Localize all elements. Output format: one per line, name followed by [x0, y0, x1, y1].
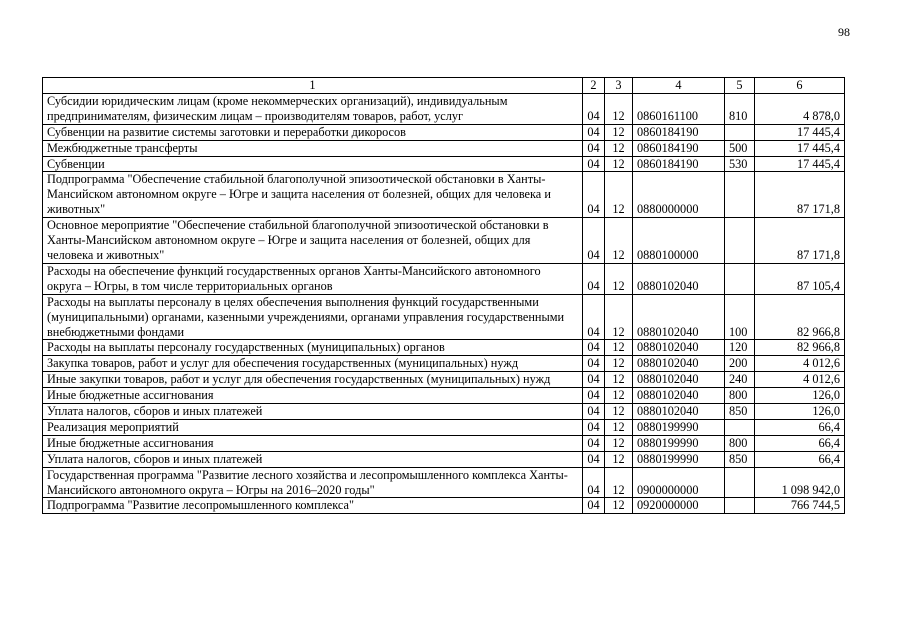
row-target-article-cell: 0900000000: [633, 467, 725, 498]
table-row: [43, 124, 845, 140]
row-target-article-cell: 0880100000: [633, 218, 725, 264]
table-row: [43, 294, 845, 340]
row-subsection-cell: 12: [605, 156, 633, 172]
row-target-article-cell: 0880102040: [633, 294, 725, 340]
row-name-cell: Подпрограмма "Обеспечение стабильной благополучной эпизоотической обстановки в Ханты-Мансийском автономном округе – Югре и защита населения от болезней, общих для человека и животных": [43, 172, 583, 218]
row-target-article-cell: 0860184190: [633, 156, 725, 172]
row-name-cell: Иные бюджетные ассигнования: [43, 388, 583, 404]
table-row: [43, 419, 845, 435]
column-header: 5: [725, 78, 755, 94]
row-subsection-cell: 12: [605, 388, 633, 404]
row-name-cell: Подпрограмма "Развитие лесопромышленного комплекса": [43, 498, 583, 514]
row-name-cell: Межбюджетные трансферты: [43, 140, 583, 156]
row-section-cell: 04: [583, 467, 605, 498]
column-header: 4: [633, 78, 725, 94]
row-section-cell: 04: [583, 372, 605, 388]
row-section-cell: 04: [583, 140, 605, 156]
row-amount-cell: 66,4: [755, 419, 845, 435]
table-row: [43, 93, 845, 124]
row-name-cell: Субсидии юридическим лицам (кроме некоммерческих организаций), индивидуальным предпринимателям, физическим лицам – производителям товаров, работ, услуг: [43, 93, 583, 124]
row-section-cell: 04: [583, 451, 605, 467]
row-name-cell: Закупка товаров, работ и услуг для обеспечения государственных (муниципальных) нужд: [43, 356, 583, 372]
table-row: [43, 372, 845, 388]
row-expense-type-cell: 850: [725, 451, 755, 467]
row-section-cell: 04: [583, 404, 605, 420]
row-name-cell: Расходы на обеспечение функций государственных органов Ханты-Мансийского автономного округа – Югры, в том числе территориальных органов: [43, 263, 583, 294]
row-subsection-cell: 12: [605, 140, 633, 156]
row-target-article-cell: 0880000000: [633, 172, 725, 218]
table-row: [43, 356, 845, 372]
row-subsection-cell: 12: [605, 93, 633, 124]
row-amount-cell: 17 445,4: [755, 156, 845, 172]
row-expense-type-cell: 500: [725, 140, 755, 156]
row-expense-type-cell: 120: [725, 340, 755, 356]
row-amount-cell: 87 171,8: [755, 172, 845, 218]
row-name-cell: Реализация мероприятий: [43, 419, 583, 435]
row-amount-cell: 17 445,4: [755, 124, 845, 140]
column-header: 2: [583, 78, 605, 94]
row-amount-cell: 17 445,4: [755, 140, 845, 156]
row-section-cell: 04: [583, 124, 605, 140]
table-row: [43, 140, 845, 156]
table-row: [43, 404, 845, 420]
row-target-article-cell: 0880102040: [633, 404, 725, 420]
row-section-cell: 04: [583, 340, 605, 356]
row-subsection-cell: 12: [605, 419, 633, 435]
row-name-cell: Субвенции: [43, 156, 583, 172]
row-subsection-cell: 12: [605, 356, 633, 372]
row-amount-cell: 126,0: [755, 404, 845, 420]
row-name-cell: Основное мероприятие "Обеспечение стабильной благополучной эпизоотической обстановки в Ханты-Мансийском автономном округе – Югре и защита населения от болезней, общих для человека и животных": [43, 218, 583, 264]
row-amount-cell: 82 966,8: [755, 340, 845, 356]
row-section-cell: 04: [583, 218, 605, 264]
row-subsection-cell: 12: [605, 404, 633, 420]
row-expense-type-cell: 850: [725, 404, 755, 420]
budget-table: [42, 77, 845, 514]
row-expense-type-cell: [725, 263, 755, 294]
row-amount-cell: 4 012,6: [755, 356, 845, 372]
row-amount-cell: 82 966,8: [755, 294, 845, 340]
row-subsection-cell: 12: [605, 372, 633, 388]
row-target-article-cell: 0880102040: [633, 340, 725, 356]
row-expense-type-cell: [725, 467, 755, 498]
row-expense-type-cell: [725, 498, 755, 514]
table-row: [43, 498, 845, 514]
row-section-cell: 04: [583, 356, 605, 372]
row-name-cell: Субвенции на развитие системы заготовки и переработки дикоросов: [43, 124, 583, 140]
row-expense-type-cell: 100: [725, 294, 755, 340]
table-header-row: [43, 78, 845, 94]
row-subsection-cell: 12: [605, 263, 633, 294]
row-name-cell: Уплата налогов, сборов и иных платежей: [43, 451, 583, 467]
row-section-cell: 04: [583, 435, 605, 451]
row-expense-type-cell: 810: [725, 93, 755, 124]
table-row: [43, 263, 845, 294]
row-target-article-cell: 0860161100: [633, 93, 725, 124]
row-subsection-cell: 12: [605, 435, 633, 451]
row-amount-cell: 66,4: [755, 435, 845, 451]
table-row: [43, 172, 845, 218]
row-section-cell: 04: [583, 263, 605, 294]
row-target-article-cell: 0920000000: [633, 498, 725, 514]
row-subsection-cell: 12: [605, 218, 633, 264]
row-expense-type-cell: 240: [725, 372, 755, 388]
row-section-cell: 04: [583, 294, 605, 340]
row-name-cell: Иные бюджетные ассигнования: [43, 435, 583, 451]
row-expense-type-cell: [725, 419, 755, 435]
row-amount-cell: 126,0: [755, 388, 845, 404]
row-subsection-cell: 12: [605, 172, 633, 218]
row-target-article-cell: 0880102040: [633, 263, 725, 294]
row-subsection-cell: 12: [605, 451, 633, 467]
row-expense-type-cell: [725, 124, 755, 140]
row-section-cell: 04: [583, 419, 605, 435]
table-row: [43, 218, 845, 264]
row-target-article-cell: 0880199990: [633, 451, 725, 467]
table-row: [43, 388, 845, 404]
row-expense-type-cell: 800: [725, 435, 755, 451]
row-amount-cell: 4 878,0: [755, 93, 845, 124]
row-section-cell: 04: [583, 156, 605, 172]
row-target-article-cell: 0860184190: [633, 124, 725, 140]
row-expense-type-cell: 800: [725, 388, 755, 404]
row-target-article-cell: 0880102040: [633, 356, 725, 372]
column-header: 6: [755, 78, 845, 94]
row-section-cell: 04: [583, 498, 605, 514]
row-name-cell: Расходы на выплаты персоналу государственных (муниципальных) органов: [43, 340, 583, 356]
row-amount-cell: 87 105,4: [755, 263, 845, 294]
row-subsection-cell: 12: [605, 467, 633, 498]
row-target-article-cell: 0860184190: [633, 140, 725, 156]
row-target-article-cell: 0880199990: [633, 435, 725, 451]
column-header: 3: [605, 78, 633, 94]
table-row: [43, 451, 845, 467]
row-target-article-cell: 0880199990: [633, 419, 725, 435]
row-expense-type-cell: 200: [725, 356, 755, 372]
row-expense-type-cell: 530: [725, 156, 755, 172]
column-header: 1: [43, 78, 583, 94]
row-amount-cell: 766 744,5: [755, 498, 845, 514]
row-name-cell: Государственная программа "Развитие лесного хозяйства и лесопромышленного комплекса Ханты-Мансийского автономного округа – Югры на 2016–2020 годы": [43, 467, 583, 498]
row-name-cell: Расходы на выплаты персоналу в целях обеспечения выполнения функций государственными (муниципальными) органами, казенными учреждениями, органами управления государственными внебюджетными фондами: [43, 294, 583, 340]
page-number: 98: [838, 25, 850, 39]
row-subsection-cell: 12: [605, 340, 633, 356]
row-expense-type-cell: [725, 172, 755, 218]
row-target-article-cell: 0880102040: [633, 388, 725, 404]
row-target-article-cell: 0880102040: [633, 372, 725, 388]
row-subsection-cell: 12: [605, 124, 633, 140]
table-row: [43, 435, 845, 451]
row-expense-type-cell: [725, 218, 755, 264]
table-row: [43, 340, 845, 356]
table-row: [43, 467, 845, 498]
row-amount-cell: 4 012,6: [755, 372, 845, 388]
row-name-cell: Уплата налогов, сборов и иных платежей: [43, 404, 583, 420]
row-subsection-cell: 12: [605, 498, 633, 514]
row-name-cell: Иные закупки товаров, работ и услуг для обеспечения государственных (муниципальных) нужд: [43, 372, 583, 388]
row-amount-cell: 87 171,8: [755, 218, 845, 264]
row-amount-cell: 1 098 942,0: [755, 467, 845, 498]
table-row: [43, 156, 845, 172]
row-section-cell: 04: [583, 388, 605, 404]
row-subsection-cell: 12: [605, 294, 633, 340]
row-section-cell: 04: [583, 172, 605, 218]
row-section-cell: 04: [583, 93, 605, 124]
row-amount-cell: 66,4: [755, 451, 845, 467]
